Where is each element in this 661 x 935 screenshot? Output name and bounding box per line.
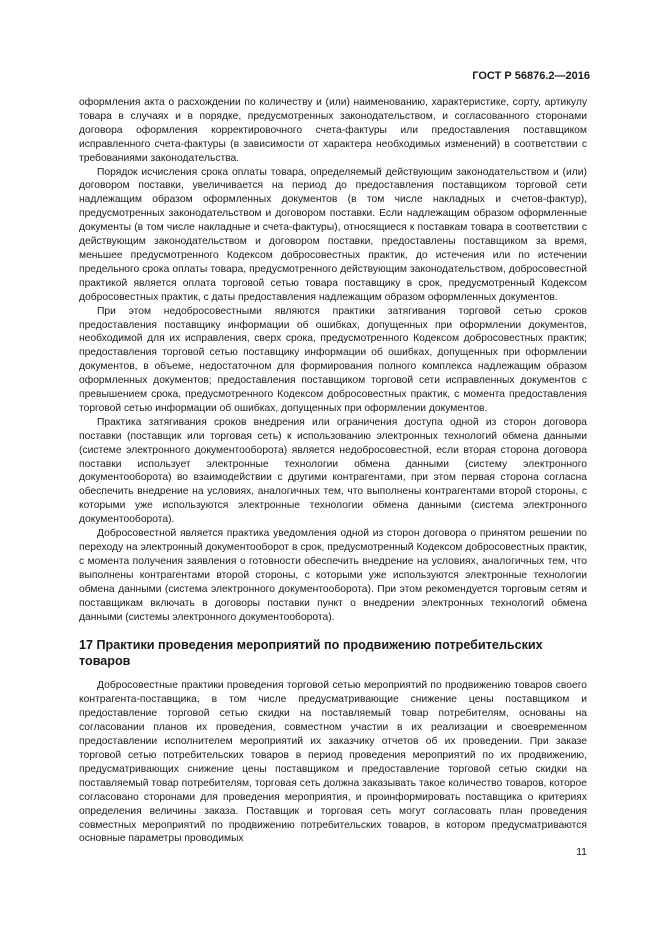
- paragraph: Добросовестной является практика уведомления одной из сторон договора о принятом решении по переходу на электронный документооборот в срок, предусмотренный Кодексом добросовестных практик, с момента получения заявления о готовности обеспечить внедрение на условиях, аналогичных тем, что выполнены контрагентами второй стороны, с которыми уже используются электронные технологии обмена данными (система электронного документооборота). При этом рекомендуется торговым сетям и поставщикам включать в договоры поставки пункт о внедрении электронных технологий обмена данными (системы электронного документооборота).: [79, 528, 587, 623]
- section-heading: 17 Практики проведения мероприятий по продвижению потребительских товаров: [79, 638, 543, 668]
- paragraph: Практика затягивания сроков внедрения или ограничения доступа одной из сторон договора поставки (поставщик или торговая сеть) к использованию электронных технологий обмена данными (системе электронного документооборота) является недобросовестной, если вторая сторона договора поставки использует электронные технологии обмена данными (систему электронного документооборота) во взаимодействии с другими контрагентами, при этом первая сторона согласна обеспечить внедрение на условиях, аналогичных тем, что выполнены контрагентами второй стороны, с которыми уже используются электронные технологии обмена данными (система электронного документооборота).: [79, 416, 587, 526]
- paragraph-continuation: оформления акта о расхождении по количеству и (или) наименованию, характеристике, сорту, артикулу товара в случаях и в порядке, предусмотренных законодательством, и согласованного сторонами договора оформления корректировочного счета-фактуры или предоставления поставщиком исправленного счета-фактуры (в зависимости от характера необходимых изменений) в соответствии с требованиями законодательства.: [79, 97, 587, 164]
- paragraph: При этом недобросовестными являются практики затягивания торговой сетью сроков предоставления поставщику информации об ошибках, допущенных при оформлении документов, необходимой для их исправления, сверх срока, предусмотренного Кодексом добросовестных практик; предоставления торговой сетью поставщику информации об ошибках, допущенных при оформлении документов, в объеме, недостаточном для формирования полного комплекса надлежащим образом оформленных документов; предоставления поставщиком торговой сети исправленных документов с превышением срока, предусмотренного Кодексом добросовестных практик, с момента предоставления торговой сетью информации об ошибках, допущенных при оформлении документов.: [79, 305, 587, 414]
- page-number: 11: [576, 846, 587, 858]
- standard-header: ГОСТ Р 56876.2—2016: [472, 70, 590, 82]
- paragraph: Добросовестные практики проведения торговой сетью мероприятий по продвижению товаров своего контрагента-поставщика, в том числе предусматривающие снижение цены поставщиком и предоставление торговой сетью скидки на поставляемый товар потребителям, основаны на согласовании планов их проведения, совместном участии в их реализации и своевременном предоставлении исполнителем мероприятий их заказчику отчетов об их проведении. При заказе торговой сетью потребительских товаров в период проведения мероприятий по их продвижению, предусматривающих снижение цены поставщиком и предоставление торговой сетью скидки на поставляемый товар потребителям, торговая сеть должна заказывать такое количество товаров, которое согласовано сторонами для проведения мероприятия, и проинформировать поставщика о критериях определения величины заказа. Поставщик и торговая сеть могут согласовать план проведения совместных мероприятий по продвижению потребительских товаров, в котором предусматриваются основные параметры проводимых: [79, 680, 587, 845]
- document-body: [79, 96, 587, 846]
- paragraph: Порядок исчисления срока оплаты товара, определяемый действующим законодательством и (или) договором поставки, увеличивается на период до предоставления поставщиком торговой сети надлежащим образом оформленных документов (в том числе накладных и счетов-фактур), предусмотренных законодательством и договором поставки. Если надлежащим образом оформленные документы (в том числе накладные и счета-фактуры), относящиеся к поставкам товара в соответствии с действующим законодательством и договором поставки, предоставлены поставщиком за время, меньшее предусмотренного Кодексом добросовестных практик, до истечения или по истечении предельного срока оплаты товара, предусмотренного действующим законодательством, добросовестной практикой является оплата торговой сетью товара поставщику в срок, предусмотренный Кодексом добросовестных практик, с даты предоставления надлежащим образом оформленных документов.: [79, 166, 587, 303]
